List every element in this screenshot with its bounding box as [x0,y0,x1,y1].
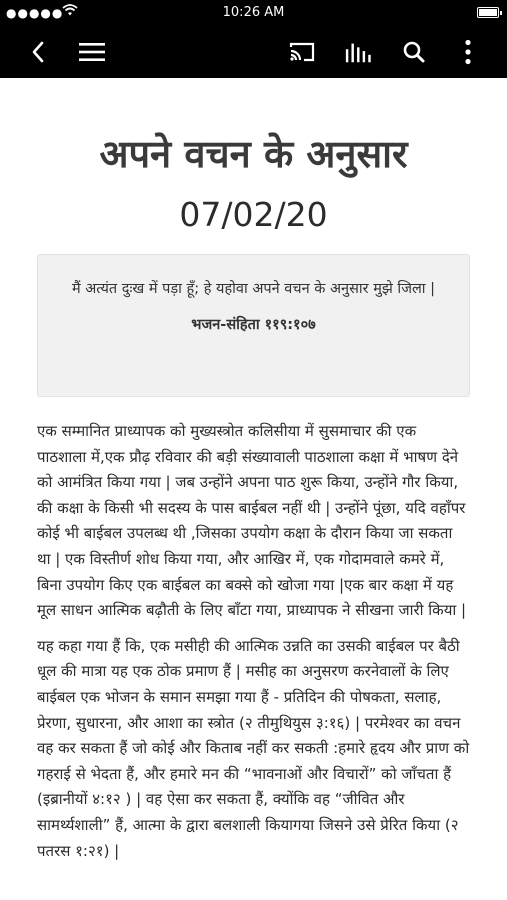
status-time: 10:26 AM [222,5,285,20]
menu-icon[interactable] [78,38,106,66]
article-title: अपने वचन के अनुसार [99,132,408,176]
app-toolbar [0,26,507,78]
search-icon[interactable] [400,38,428,66]
status-bar [0,0,507,26]
verse-reference: भजन-संहिता ११९:१०७ [191,317,316,333]
article-paragraph: यह कहा गया हैं कि, एक मसीही की आत्मिक उन्नति का उसकी बाईबल पर बैठी धूल की मात्रा यह एक ठोक प्रमाण हैं | मसीह का अनुसरण करनेवालों के लिए बाईबल एक भोजन के समान समझा गया हैं - प्रतिदिन की पोषकता, सलाह, प्रेरणा, सुधारना, और आशा का स्त्रोत (२ तीमुथियुस ३:१६) | परमेश्वर का वचन वह कर सकता हैं जो कोई और किताब नहीं कर सकती :हमारे हृदय और प्राण को गहराई से भेदता हैं, और हमारे मन की “भावनाओं और विचारों” को जाँचता हैं (इब्रानीयों ४:१२ ) | वह ऐसा कर सकता हैं, क्योंकि वह “जीवित और सामर्थ्यशाली” हैं, आत्मा के द्वारा बलशाली कियागया जिसने उसे प्रेरित किया (२ पतरस १:२१) | [37,636,470,860]
verse-box [37,254,470,397]
audio-bars-icon[interactable] [344,38,372,66]
article-paragraph: एक सम्मानित प्राध्यापक को मुख्यस्त्रोत कलिसीया में सुसमाचार की एक पाठशाला में,एक प्रौढ़ रविवार की बड़ी संख्यावाली पाठशाला कक्षा में भाषण देने को आमंत्रित किया गया | जब उन्होंने अपना पाठ शुरू किया, उन्होंने गौर किया, की कक्षा के किसी भी सदस्य के पास बाईबल नहीं थी | उन्होंने पूंछा, यदि वहाँपर कोई भी बाईबल उपलब्ध थी ,जिसका उपयोग कक्षा के दौरान किया जा सकता था | एक विस्तीर्ण शोध किया गया, और आखिर में, एक गोदामवाले कमरे में, बिना उपयोग किए एक बाईबल का बक्से को खोजा गया |एक बार कक्षा में यह मूल साधन आत्मिक बढ़ौती के लिए बाँटा गया, प्राध्यापक ने सीखना जारी किया | [37,422,467,620]
cast-icon[interactable] [288,38,316,66]
article-content [0,78,507,864]
signal-strength-icon: ●●●●● [6,6,64,20]
article-date: 07/02/20 [179,195,328,234]
more-vertical-icon[interactable] [454,38,482,66]
verse-text: मैं अत्यंत दुःख में पड़ा हूँ; हे यहोवा अपने वचन के अनुसार मुझे जिला | [71,281,436,297]
battery-icon [477,7,499,18]
back-arrow-icon[interactable] [24,38,52,66]
